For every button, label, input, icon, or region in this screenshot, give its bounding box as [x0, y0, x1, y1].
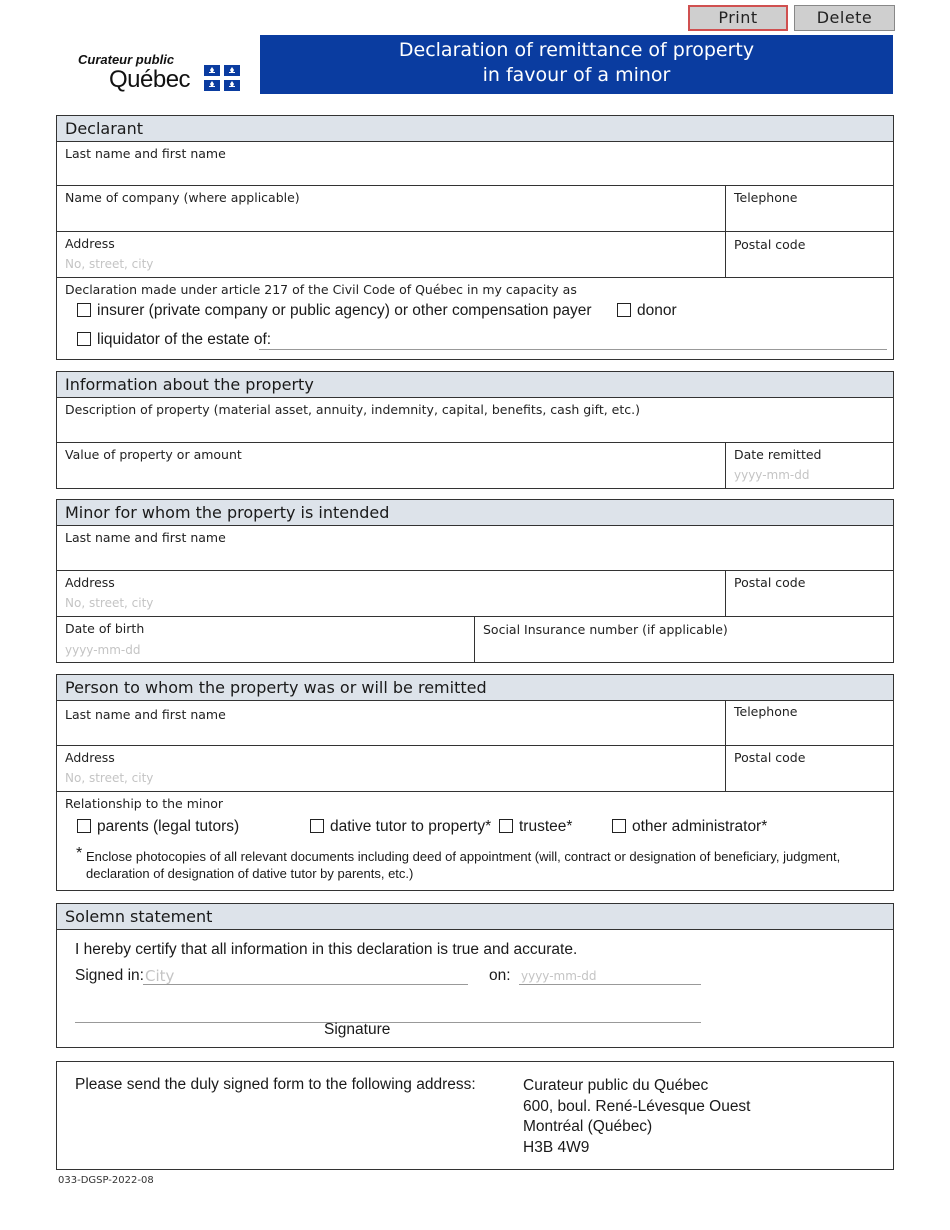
property-date-label: Date remitted — [734, 447, 822, 462]
delete-button[interactable]: Delete — [794, 5, 895, 31]
recipient-address-placeholder: No, street, city — [65, 771, 154, 785]
recipient-name-label: Last name and first name — [65, 707, 226, 722]
declarant-address-field[interactable] — [57, 232, 725, 277]
minor-address-field[interactable] — [57, 571, 725, 616]
declarant-postal-label: Postal code — [734, 237, 806, 252]
checkbox-liquidator[interactable] — [77, 332, 91, 346]
signed-in-label: Signed in: — [75, 967, 144, 984]
note-asterisk: * — [76, 845, 83, 862]
logo-line1: Curateur public — [78, 52, 175, 67]
on-label: on: — [489, 967, 511, 984]
checkbox-parents[interactable] — [77, 819, 91, 833]
minor-dob-field[interactable] — [57, 617, 474, 663]
declarant-address-row — [57, 232, 893, 278]
option-insurer-label: insurer (private company or public agency) or other compensation payer — [97, 302, 592, 319]
section-declarant — [56, 115, 894, 360]
section-header-declarant: Declarant — [57, 116, 893, 142]
minor-address-placeholder: No, street, city — [65, 596, 154, 610]
signed-in-city-input[interactable] — [143, 984, 468, 985]
option-parents-label: parents (legal tutors) — [97, 818, 240, 835]
declarant-company-label: Name of company (where applicable) — [65, 190, 300, 205]
minor-name-label: Last name and first name — [65, 530, 226, 545]
checkbox-insurer[interactable] — [77, 303, 91, 317]
recipient-relationship-label: Relationship to the minor — [65, 796, 224, 811]
minor-dob-row — [57, 617, 893, 663]
signed-on-date-input[interactable] — [519, 984, 701, 985]
checkbox-other-administrator[interactable] — [612, 819, 626, 833]
property-value-field[interactable] — [57, 443, 725, 489]
minor-dob-label: Date of birth — [65, 621, 145, 636]
declarant-company-row — [57, 186, 893, 232]
form-title-line1: Declaration of remittance of property — [398, 39, 755, 61]
city-placeholder: City — [145, 967, 175, 985]
mailing-address-line: Montréal (Québec) — [523, 1118, 653, 1135]
recipient-address-label: Address — [65, 750, 115, 765]
section-property — [56, 371, 894, 489]
option-donor-label: donor — [637, 302, 677, 319]
minor-address-label: Address — [65, 575, 115, 590]
minor-address-row — [57, 571, 893, 617]
recipient-name-field[interactable] — [57, 701, 725, 745]
section-recipient — [56, 674, 894, 891]
declarant-telephone-field[interactable] — [725, 186, 895, 231]
checkbox-donor[interactable] — [617, 303, 631, 317]
option-trustee-label: trustee* — [519, 818, 573, 835]
minor-sin-field[interactable] — [474, 617, 895, 663]
declarant-company-field[interactable] — [57, 186, 725, 231]
date-placeholder: yyyy-mm-dd — [521, 969, 597, 983]
form-code: 033-DGSP-2022-08 — [58, 1175, 154, 1186]
declarant-capacity-label: Declaration made under article 217 of the Civil Code of Québec in my capacity as — [65, 282, 577, 297]
recipient-postal-label: Postal code — [734, 750, 806, 765]
recipient-telephone-label: Telephone — [734, 704, 798, 719]
declarant-telephone-label: Telephone — [734, 190, 798, 205]
declarant-name-row[interactable] — [57, 142, 893, 186]
liquidator-estate-input[interactable] — [259, 349, 887, 350]
section-header-recipient: Person to whom the property was or will be remitted — [57, 675, 893, 701]
recipient-address-row — [57, 746, 893, 792]
minor-dob-placeholder: yyyy-mm-dd — [65, 643, 141, 657]
declarant-name-label: Last name and first name — [65, 146, 226, 161]
mailing-address-line: 600, boul. René-Lévesque Ouest — [523, 1097, 751, 1115]
recipient-address-field[interactable] — [57, 746, 725, 791]
curateur-public-logo — [76, 52, 246, 98]
property-date-placeholder: yyyy-mm-dd — [734, 468, 810, 482]
property-description-row[interactable] — [57, 398, 893, 443]
section-header-solemn: Solemn statement — [57, 904, 893, 930]
mailing-address-line: Curateur public du Québec — [523, 1077, 709, 1094]
declarant-address-label: Address — [65, 236, 115, 251]
recipient-postal-field[interactable] — [725, 746, 895, 791]
section-minor — [56, 499, 894, 663]
minor-postal-field[interactable] — [725, 571, 895, 616]
mailing-address-line: H3B 4W9 — [523, 1138, 590, 1156]
recipient-relationship-row — [57, 792, 893, 891]
option-dative-tutor-label: dative tutor to property* — [330, 818, 492, 835]
logo-line2: Québec — [109, 66, 191, 93]
section-solemn-statement — [56, 903, 894, 1048]
checkbox-trustee[interactable] — [499, 819, 513, 833]
certify-text: I hereby certify that all information in this declaration is true and accurate. — [75, 941, 578, 958]
mailing-address-block — [523, 1076, 751, 1158]
form-title-line2: in favour of a minor — [482, 64, 671, 86]
checkbox-dative-tutor[interactable] — [310, 819, 324, 833]
signature-label: Signature — [324, 1021, 391, 1038]
recipient-telephone-field[interactable] — [725, 701, 895, 745]
recipient-name-row — [57, 701, 893, 746]
declarant-postal-field[interactable] — [725, 232, 895, 277]
enclose-documents-note: Enclose photocopies of all relevant documents including deed of appointment (will, contract or designation of beneficiary, judgment, declaration of designation of dative tutor by parents, etc.) — [86, 849, 841, 881]
section-header-minor: Minor for whom the property is intended — [57, 500, 893, 526]
declarant-address-placeholder: No, street, city — [65, 257, 154, 271]
property-value-row — [57, 443, 893, 489]
property-description-label: Description of property (material asset, annuity, indemnity, capital, benefits, cash gift, etc.) — [65, 402, 640, 417]
fleur-de-lis-flag-icon — [204, 65, 240, 91]
mailing-instruction: Please send the duly signed form to the following address: — [75, 1076, 476, 1093]
minor-postal-label: Postal code — [734, 575, 806, 590]
mailing-address-box — [56, 1061, 894, 1170]
property-value-label: Value of property or amount — [65, 447, 242, 462]
minor-sin-label: Social Insurance number (if applicable) — [483, 622, 728, 637]
print-button[interactable]: Print — [688, 5, 788, 31]
form-title-banner — [260, 35, 893, 94]
property-date-field[interactable] — [725, 443, 895, 489]
option-other-administrator-label: other administrator* — [632, 818, 768, 835]
option-liquidator-label: liquidator of the estate of: — [97, 331, 272, 348]
minor-name-row[interactable] — [57, 526, 893, 571]
declarant-capacity-row — [57, 278, 893, 360]
section-header-property: Information about the property — [57, 372, 893, 398]
